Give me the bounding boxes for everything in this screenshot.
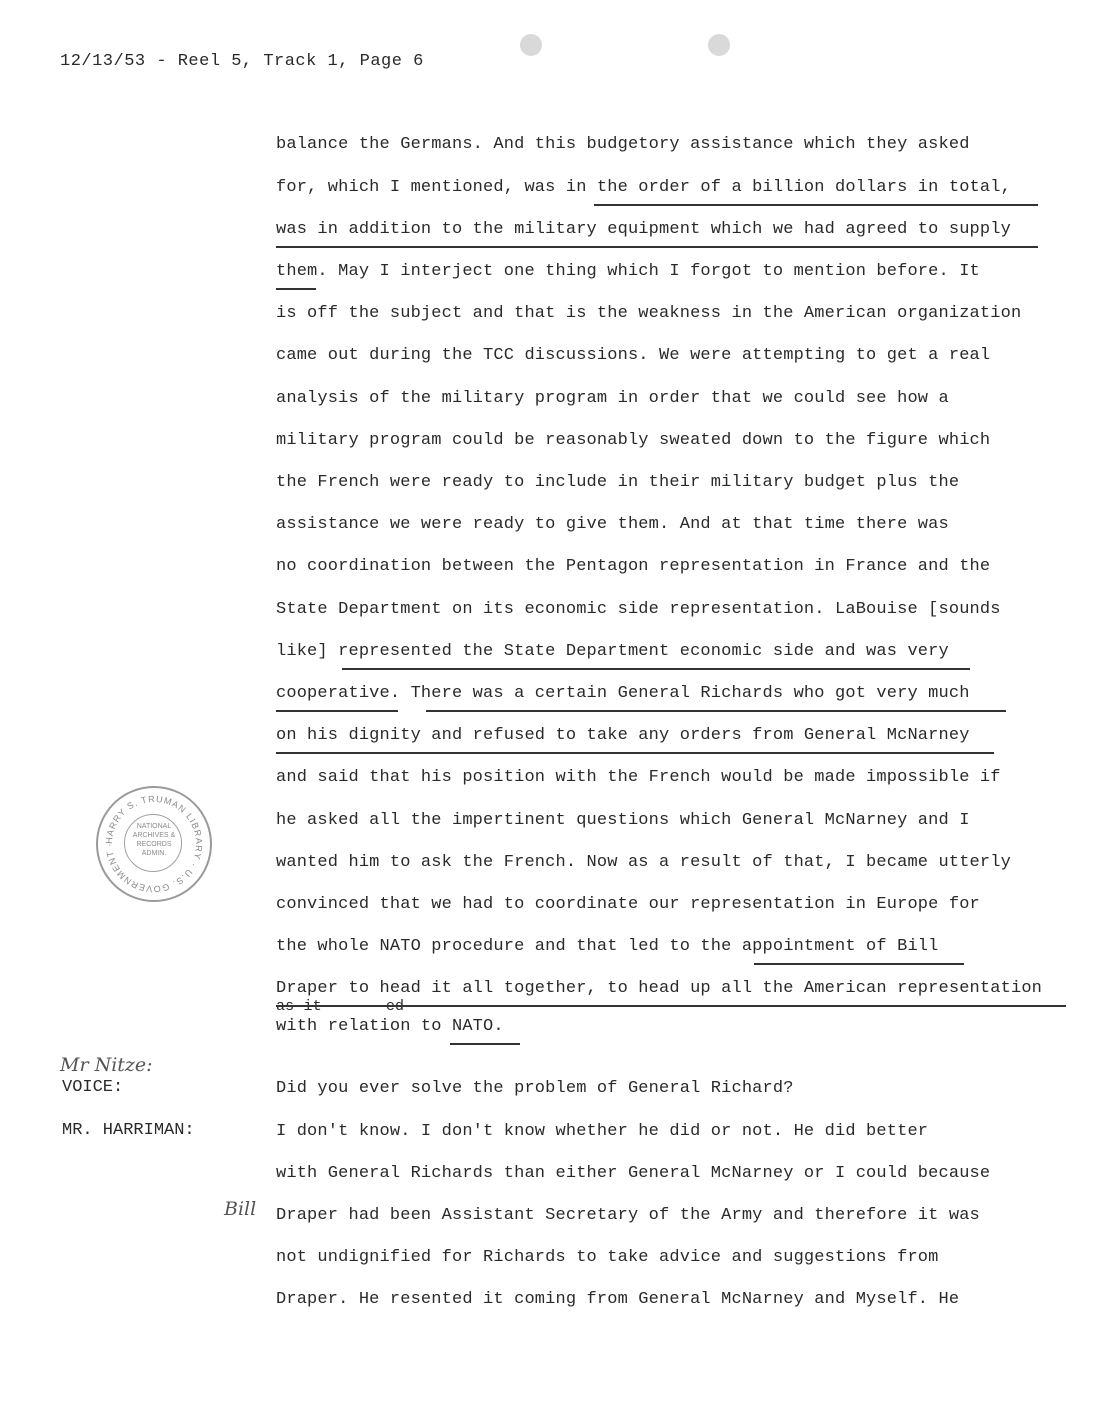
body-line: wanted him to ask the French. Now as a result of that, I became utterly <box>276 853 1011 872</box>
body-line: assistance we were ready to give them. And at that time there was <box>276 515 949 534</box>
body-line: balance the Germans. And this budgetory assistance which they asked <box>276 135 970 154</box>
pen-underline <box>754 963 964 965</box>
dialogue-text: Did you ever solve the problem of General Richard? <box>276 1079 794 1098</box>
body-line: the French were ready to include in their military budget plus the <box>276 473 960 492</box>
pen-underline <box>450 1043 520 1045</box>
body-line: with General Richards than either General McNarney or I could because <box>276 1164 991 1183</box>
punch-hole <box>520 34 542 56</box>
punch-hole <box>708 34 730 56</box>
handwritten-speaker-note: Mr Nitze: <box>60 1054 153 1076</box>
pen-underline <box>426 710 1006 712</box>
body-line: cooperative. There was a certain General Richards who got very much <box>276 684 970 703</box>
body-line: for, which I mentioned, was in the order of a billion dollars in total, <box>276 178 1011 197</box>
body-line: not undignified for Richards to take advice and suggestions from <box>276 1248 939 1267</box>
body-line: them. May I interject one thing which I forgot to mention before. It <box>276 262 980 281</box>
body-line: on his dignity and refused to take any orders from General McNarney <box>276 726 970 745</box>
body-line: like] represented the State Department economic side and was very <box>276 642 949 661</box>
pen-underline <box>276 752 994 754</box>
speaker-label: VOICE: <box>62 1078 124 1097</box>
pen-underline <box>594 204 1038 206</box>
dialogue-text: I don't know. I don't know whether he did or not. He did better <box>276 1122 929 1141</box>
body-line: Draper to head it all together, to head up all the American representation <box>276 979 1043 998</box>
correction-insert: as it ed <box>276 998 405 1015</box>
body-line: analysis of the military program in order that we could see how a <box>276 389 949 408</box>
speaker-label: MR. HARRIMAN: <box>62 1121 195 1140</box>
body-line: convinced that we had to coordinate our representation in Europe for <box>276 895 980 914</box>
body-line: was in addition to the military equipment which we had agreed to supply <box>276 220 1011 239</box>
pen-underline <box>276 288 316 290</box>
body-line: came out during the TCC discussions. We were attempting to get a real <box>276 346 991 365</box>
handwritten-margin-note: Bill <box>224 1198 257 1220</box>
page-header: 12/13/53 - Reel 5, Track 1, Page 6 <box>60 52 424 71</box>
body-line: no coordination between the Pentagon representation in France and the <box>276 557 991 576</box>
stamp-ring-text: HARRY S. TRUMAN LIBRARY · U.S. GOVERNMENT · <box>103 793 205 895</box>
body-line: he asked all the impertinent questions which General McNarney and I <box>276 811 970 830</box>
body-line: military program could be reasonably sweated down to the figure which <box>276 431 991 450</box>
body-line: and said that his position with the French would be made impossible if <box>276 768 1001 787</box>
correction-line: with relation to NATO. <box>276 1017 504 1036</box>
body-line: State Department on its economic side representation. LaBouise [sounds <box>276 600 1001 619</box>
pen-underline <box>276 1005 1066 1007</box>
body-line: the whole NATO procedure and that led to the appointment of Bill <box>276 937 939 956</box>
pen-underline <box>342 668 970 670</box>
body-line: is off the subject and that is the weakness in the American organization <box>276 304 1022 323</box>
stamp-center-text: NATIONAL ARCHIVES & RECORDS ADMIN. <box>132 823 176 857</box>
pen-underline <box>276 246 1038 248</box>
body-line: Draper had been Assistant Secretary of the Army and therefore it was <box>276 1206 980 1225</box>
archive-stamp <box>96 786 212 902</box>
pen-underline <box>276 710 398 712</box>
body-line: Draper. He resented it coming from General McNarney and Myself. He <box>276 1290 960 1309</box>
